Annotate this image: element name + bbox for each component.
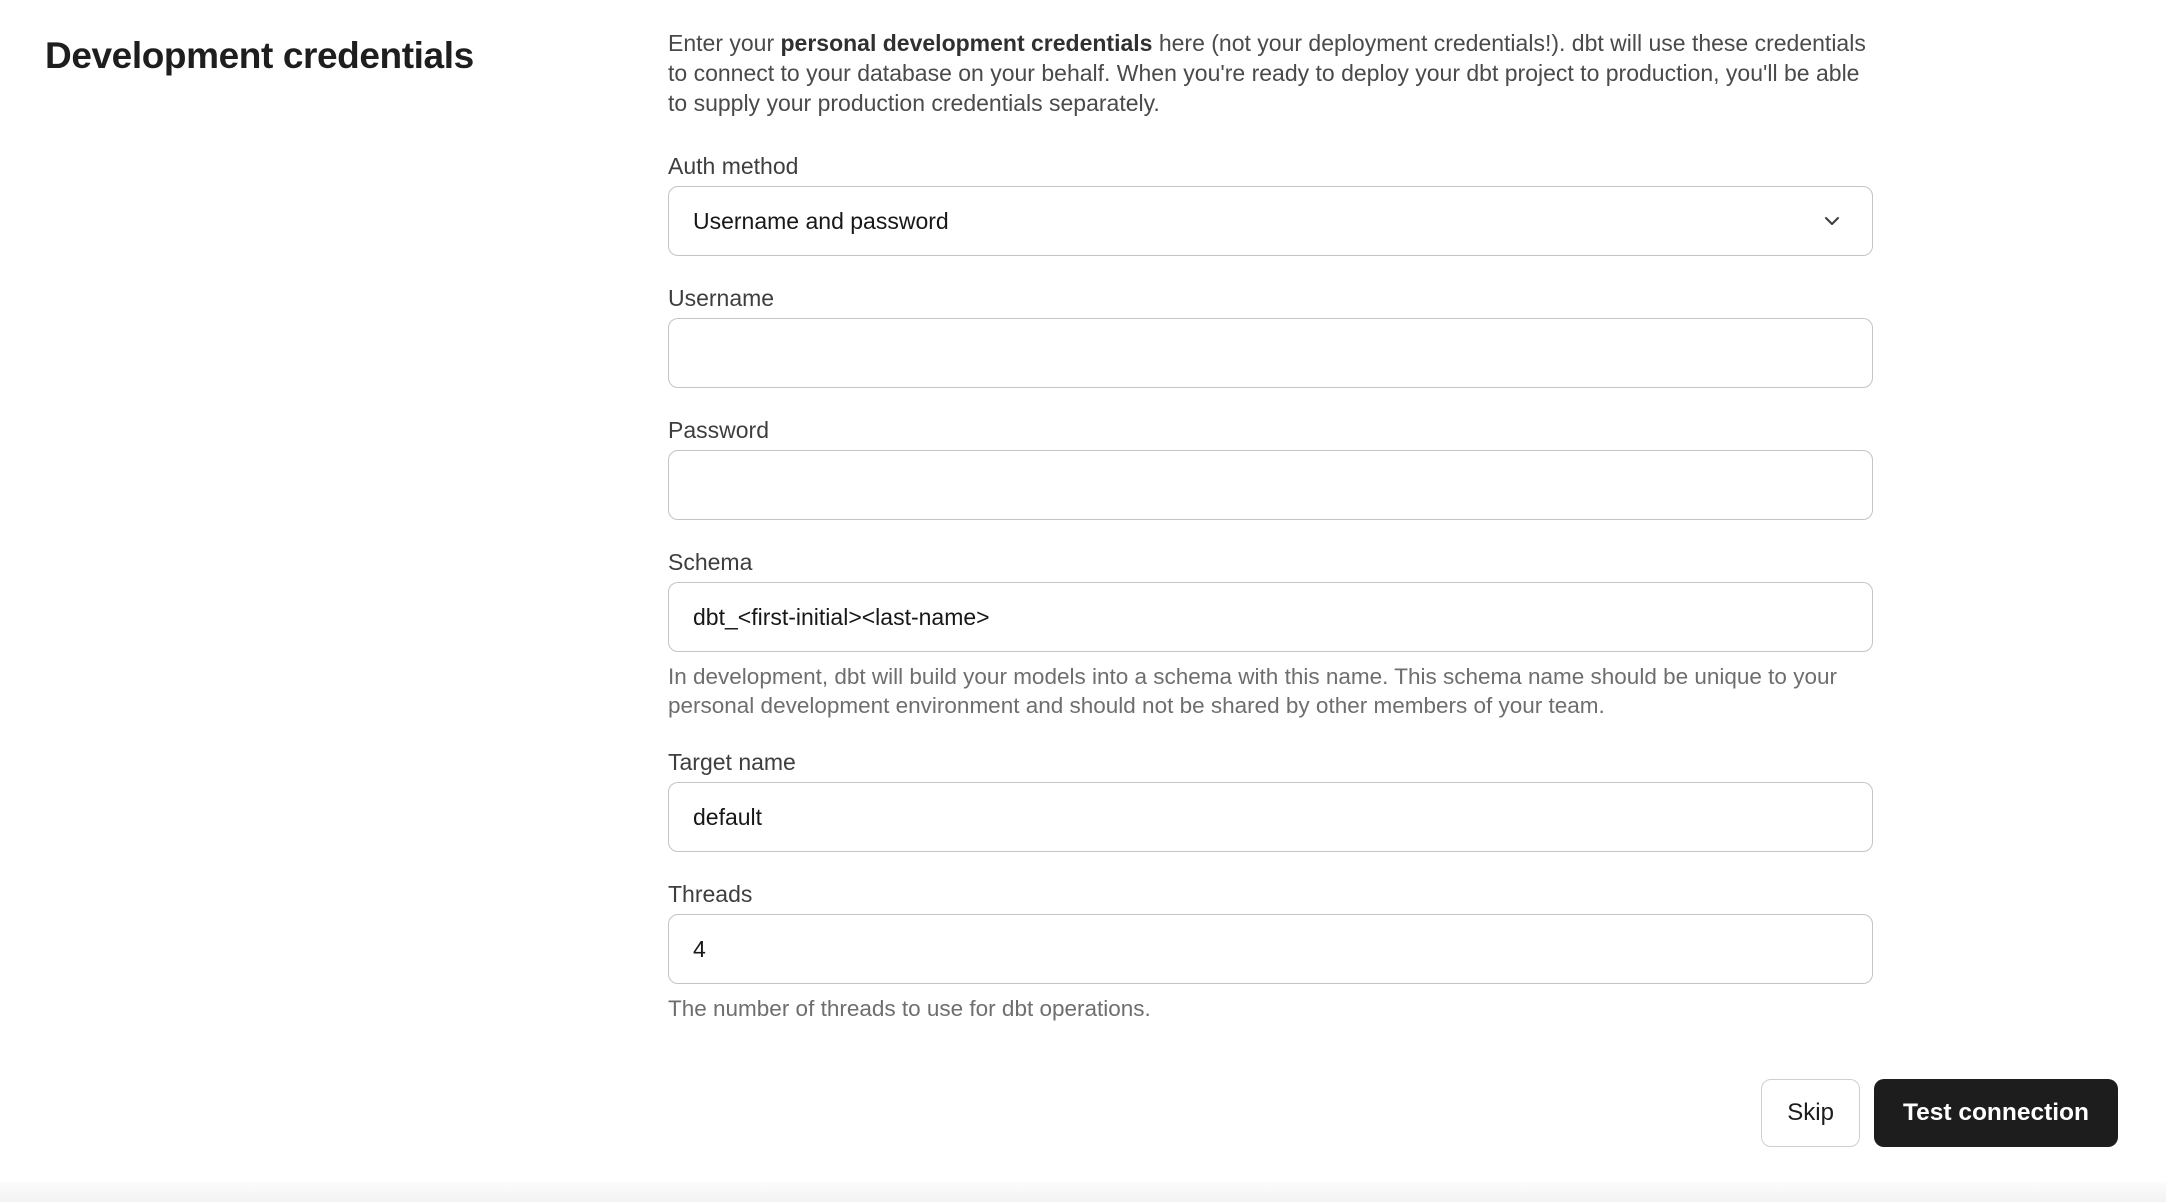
auth-method-label: Auth method [668,153,799,179]
schema-help-text: In development, dbt will build your models into a schema with this name. This schema name should be unique to your personal development environment and should not be shared by other members of your team. [668,664,1837,718]
auth-method-select[interactable] [668,186,1873,256]
target-name-input[interactable] [668,782,1873,852]
target-name-field-group [668,748,1873,852]
intro-paragraph [668,28,1873,118]
credentials-form [668,0,1873,1023]
intro-text-pre: Enter your [668,30,781,56]
threads-help-text: The number of threads to use for dbt operations. [668,996,1151,1021]
schema-input[interactable] [668,582,1873,652]
schema-label: Schema [668,549,753,575]
schema-field-group [668,548,1873,720]
username-field-group [668,284,1873,388]
username-label: Username [668,285,775,311]
chevron-down-icon [1820,209,1844,233]
target-name-label: Target name [668,749,796,775]
form-actions [1761,1079,2118,1147]
password-label: Password [668,417,769,443]
auth-method-field [668,152,1873,256]
intro-text-bold: personal development credentials [780,30,1153,56]
title-column [0,0,668,78]
intro-text-post: here (not your deployment credentials!). dbt will use these credentials to connect to your database on your behalf. When you're ready to deploy your dbt project to production, you'll be able to supply your production credentials separately. [668,30,1866,116]
username-input[interactable] [668,318,1873,388]
test-connection-button[interactable]: Test connection [1874,1079,2118,1147]
threads-input[interactable] [668,914,1873,984]
password-input[interactable] [668,450,1873,520]
bottom-page-edge [0,1182,2166,1202]
password-field-group [668,416,1873,520]
page-title: Development credentials [45,35,474,76]
auth-method-selected-value: Username and password [693,207,949,234]
threads-field-group [668,880,1873,1023]
threads-label: Threads [668,881,753,907]
skip-button[interactable]: Skip [1761,1079,1860,1147]
